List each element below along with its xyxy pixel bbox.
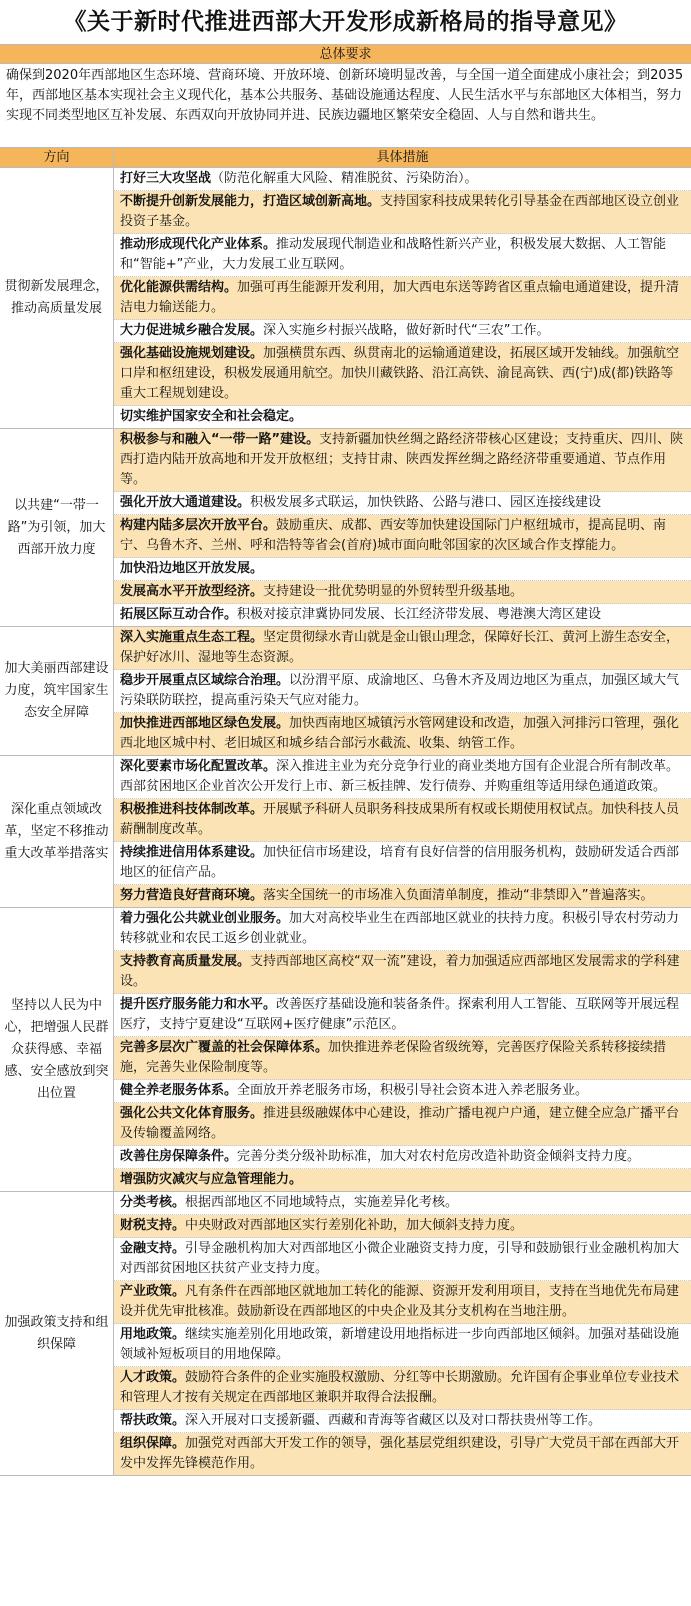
measure-text: 开展赋予科研人员职务科技成果所有权或长期使用权试点。加快科技人员薪酬制度改革。 — [120, 802, 680, 837]
section-direction: 贯彻新发展理念，推动高质量发展 — [0, 168, 114, 428]
measure-text: 引导金融机构加大对西部地区小微企业融资支持力度，引导和鼓励银行业金融机构加大对西部贫困地区扶贫产业支持力度。 — [120, 1241, 680, 1276]
measure-text: 落实全国统一的市场准入负面清单制度，推动“非禁即入”普遍落实。 — [263, 888, 654, 903]
measure-item — [114, 1410, 691, 1433]
table-section — [0, 429, 691, 627]
measure-item — [114, 581, 691, 604]
measure-text: 继续实施差别化用地政策，新增建设用地指标进一步向西部地区倾斜。加强对基础设施领域补短板项目的用地保障。 — [120, 1327, 680, 1362]
measure-keyword: 稳步开展重点区域综合治理。 — [120, 673, 290, 688]
measure-text: 加强横贯东西、纵贯南北的运输通道建设，拓展区域开发轴线。加强航空口岸和枢纽建设，积极发展通用航空。加快川藏铁路、沿江高铁、渝昆高铁、西(宁)成(都)铁路等重大工程规划建设。 — [120, 346, 680, 401]
section-measures — [114, 168, 691, 428]
measure-item — [114, 1238, 691, 1281]
measure-text: 鼓励重庆、成都、西安等加快建设国际门户枢纽城市，提高昆明、南宁、乌鲁木齐、兰州、呼和浩特等省会(首府)城市面向毗邻国家的次区域合作支撑能力。 — [120, 518, 667, 553]
measure-keyword: 提升医疗服务能力和水平。 — [120, 997, 277, 1012]
measure-item — [114, 604, 691, 626]
measure-text: （防范化解重大风险、精准脱贫、污染防治）。 — [211, 171, 478, 186]
measure-item — [114, 1103, 691, 1146]
measure-keyword: 组织保障。 — [120, 1436, 186, 1451]
measure-text: 加快推进养老保险省级统筹，完善医疗保险关系转移接续措施，完善失业保险制度等。 — [120, 1040, 667, 1075]
measure-item — [114, 951, 691, 994]
measure-item — [114, 799, 691, 842]
measure-text: 中央财政对西部地区实行差别化补助，加大倾斜支持力度。 — [185, 1218, 524, 1233]
measure-item — [114, 1324, 691, 1367]
measure-item — [114, 756, 691, 799]
section-direction: 加大美丽西部建设力度，筑牢国家生态安全屏障 — [0, 627, 114, 755]
measure-item — [114, 1215, 691, 1238]
measure-keyword: 切实维护国家安全和社会稳定。 — [120, 409, 303, 424]
document-title: 《关于新时代推进西部大开发形成新格局的指导意见》 — [63, 9, 628, 35]
measure-text: 积极对接京津冀协同发展、长江经济带发展、粤港澳大湾区建设 — [237, 607, 602, 622]
measure-text: 改善医疗基础设施和装备条件。探索利用人工智能、互联网等开展远程医疗，支持宁夏建设“互联网+医疗健康”示范区。 — [120, 997, 680, 1032]
measure-item — [114, 1037, 691, 1080]
measure-item — [114, 908, 691, 951]
measure-keyword: 不断提升创新发展能力，打造区域创新高地。 — [120, 194, 381, 209]
measure-item — [114, 885, 691, 907]
measure-text: 加强党对西部大开发工作的领导，强化基层党组织建设，引导广大党员干部在西部大开发中发挥先锋模范作用。 — [120, 1436, 680, 1471]
measure-text: 推进县级融媒体中心建设，推动广播电视户户通，建立健全应急广播平台及传输覆盖网络。 — [120, 1106, 680, 1141]
section-measures — [114, 429, 691, 626]
measure-keyword: 改善住房保障条件。 — [120, 1149, 238, 1164]
measures-table — [0, 168, 691, 1476]
measures-column-header: 具体措施 — [376, 150, 429, 165]
measure-keyword: 产业政策。 — [120, 1284, 186, 1299]
measure-keyword: 强化公共文化体育服务。 — [120, 1106, 264, 1121]
measure-item — [114, 1367, 691, 1410]
measure-keyword: 分类考核。 — [120, 1195, 186, 1210]
measure-item — [114, 558, 691, 581]
measure-keyword: 支持教育高质量发展。 — [120, 954, 251, 969]
measure-text: 根据西部地区不同地域特点，实施差异化考核。 — [185, 1195, 459, 1210]
measure-item — [114, 406, 691, 428]
measure-item — [114, 1169, 691, 1191]
measure-keyword: 帮扶政策。 — [120, 1413, 186, 1428]
measure-keyword: 加快沿边地区开放发展。 — [120, 561, 264, 576]
measure-item — [114, 670, 691, 713]
summary-text: 确保到2020年西部地区生态环境、营商环境、开放环境、创新环境明显改善，与全国一道全面建成小康社会；到2035年，西部地区基本实现社会主义现代化，基本公共服务、基础设施通达程度、人民生活水平与东部地区大体相当，努力实现不同类型地区互补发展、东西双向开放协同并进、民族边疆地区繁荣安全稳固、人与自然和谐共生。 — [0, 64, 691, 148]
measure-item — [114, 1146, 691, 1169]
measure-item — [114, 277, 691, 320]
measure-text: 推动发展现代制造业和战略性新兴产业，积极发展大数据、人工智能和“智能+”产业，大力发展工业互联网。 — [120, 237, 667, 272]
measure-text: 坚定贯彻绿水青山就是金山银山理念，保障好长江、黄河上游生态安全，保护好冰川、湿地等生态资源。 — [120, 630, 680, 665]
measure-text: 深入开展对口支援新疆、西藏和青海等省藏区以及对口帮扶贵州等工作。 — [185, 1413, 602, 1428]
measure-text: 支持建设一批优势明显的外贸转型升级基地。 — [263, 584, 524, 599]
measure-keyword: 用地政策。 — [120, 1327, 186, 1342]
measure-keyword: 深入实施重点生态工程。 — [120, 630, 264, 645]
measure-keyword: 健全养老服务体系。 — [120, 1083, 238, 1098]
measure-text: 支持西部地区高校“双一流”建设，着力加强适应西部地区发展需求的学科建设。 — [120, 954, 680, 989]
section-measures — [114, 1192, 691, 1475]
measure-item — [114, 1433, 691, 1475]
section-direction: 加强政策支持和组织保障 — [0, 1192, 114, 1475]
measure-text: 深入推进主业为充分竞争行业的商业类地方国有企业混合所有制改革。西部贫困地区企业首次公开发行上市、新三板挂牌、发行债券、并购重组等适用绿色通道政策。 — [120, 759, 680, 794]
measure-keyword: 优化能源供需结构。 — [120, 280, 238, 295]
measure-item — [114, 713, 691, 755]
measure-keyword: 着力强化公共就业创业服务。 — [120, 911, 290, 926]
measure-item — [114, 191, 691, 234]
measure-keyword: 深化要素市场化配置改革。 — [120, 759, 277, 774]
table-section — [0, 908, 691, 1192]
measure-item — [114, 234, 691, 277]
summary-header: 总体要求 — [0, 44, 691, 64]
measure-keyword: 积极参与和融入“一带一路”建设。 — [120, 432, 320, 447]
measure-item — [114, 515, 691, 558]
column-header-row — [0, 148, 691, 168]
measure-text: 加快西南地区城镇污水管网建设和改造，加强入河排污口管理，强化西北地区城中村、老旧城区和城乡结合部污水截流、收集、纳管工作。 — [120, 716, 680, 751]
measure-text: 积极发展多式联运，加快铁路、公路与港口、园区连接线建设 — [250, 495, 602, 510]
measure-keyword: 积极推进科技体制改革。 — [120, 802, 264, 817]
measure-item — [114, 994, 691, 1037]
measure-keyword: 增强防灾减灾与应急管理能力。 — [120, 1172, 303, 1187]
measure-item — [114, 627, 691, 670]
measure-keyword: 拓展区际互动合作。 — [120, 607, 238, 622]
measure-text: 加强可再生能源开发利用，加大西电东送等跨省区重点输电通道建设，提升清洁电力输送能力。 — [120, 280, 680, 315]
measure-keyword: 人才政策。 — [120, 1370, 186, 1385]
measure-text: 支持国家科技成果转化引导基金在西部地区设立创业投资子基金。 — [120, 194, 680, 229]
measure-keyword: 构建内陆多层次开放平台。 — [120, 518, 277, 533]
measure-text: 全面放开养老服务市场，积极引导社会资本进入养老服务业。 — [237, 1083, 589, 1098]
section-measures — [114, 627, 691, 755]
measure-item — [114, 492, 691, 515]
measure-text: 加大对高校毕业生在西部地区就业的扶持力度。积极引导农村劳动力转移就业和农民工返乡创业就业。 — [120, 911, 680, 946]
measure-keyword: 强化基础设施规划建设。 — [120, 346, 264, 361]
measure-keyword: 大力促进城乡融合发展。 — [120, 323, 264, 338]
measure-keyword: 打好三大攻坚战 — [120, 171, 212, 186]
measure-item — [114, 1281, 691, 1324]
measure-keyword: 推动形成现代化产业体系。 — [120, 237, 277, 252]
measure-item — [114, 1080, 691, 1103]
section-direction: 深化重点领域改革，坚定不移推动重大改革举措落实 — [0, 756, 114, 907]
section-measures — [114, 756, 691, 907]
measure-text: 以汾渭平原、成渝地区、乌鲁木齐及周边地区为重点，加强区域大气污染联防联控，提高重污染天气应对能力。 — [120, 673, 680, 708]
section-direction: 以共建“一带一路”为引领，加大西部开放力度 — [0, 429, 114, 626]
measure-text: 凡有条件在西部地区就地加工转化的能源、资源开发利用项目，支持在当地优先布局建设并优先审批核准。鼓励新设在西部地区的中央企业及其分支机构在当地注册。 — [120, 1284, 680, 1319]
measure-item — [114, 168, 691, 191]
measure-item — [114, 429, 691, 492]
measure-keyword: 发展高水平开放型经济。 — [120, 584, 264, 599]
table-section — [0, 1192, 691, 1476]
measure-keyword: 强化开放大通道建设。 — [120, 495, 251, 510]
measure-text: 深入实施乡村振兴战略，做好新时代“三农”工作。 — [263, 323, 550, 338]
measure-keyword: 财税支持。 — [120, 1218, 186, 1233]
measure-item — [114, 343, 691, 406]
table-section — [0, 168, 691, 429]
direction-column-header: 方向 — [0, 148, 114, 167]
measure-keyword: 努力营造良好营商环境。 — [120, 888, 264, 903]
measure-keyword: 完善多层次广覆盖的社会保障体系。 — [120, 1040, 329, 1055]
measure-text: 支持新疆加快丝绸之路经济带核心区建设；支持重庆、四川、陕西打造内陆开放高地和开发开放枢纽；支持甘肃、陕西发挥丝绸之路经济带重要通道、节点作用等。 — [120, 432, 684, 487]
measure-text: 完善分类分级补助标准，加大对农村危房改造补助资金倾斜支持力度。 — [237, 1149, 641, 1164]
measure-keyword: 持续推进信用体系建设。 — [120, 845, 264, 860]
measure-item — [114, 1192, 691, 1215]
table-section — [0, 627, 691, 756]
section-measures — [114, 908, 691, 1191]
section-direction: 坚持以人民为中心，把增强人民群众获得感、幸福感、安全感放到突出位置 — [0, 908, 114, 1191]
table-section — [0, 756, 691, 908]
measure-keyword: 加快推进西部地区绿色发展。 — [120, 716, 290, 731]
measure-text: 加快征信市场建设，培育有良好信誉的信用服务机构，鼓励研发适合西部地区的征信产品。 — [120, 845, 680, 880]
measure-item — [114, 320, 691, 343]
measure-text: 鼓励符合条件的企业实施股权激励、分红等中长期激励。允许国有企事业单位专业技术和管理人才按有关规定在西部地区兼职并取得合法报酬。 — [120, 1370, 680, 1405]
measure-keyword: 金融支持。 — [120, 1241, 186, 1256]
measure-item — [114, 842, 691, 885]
